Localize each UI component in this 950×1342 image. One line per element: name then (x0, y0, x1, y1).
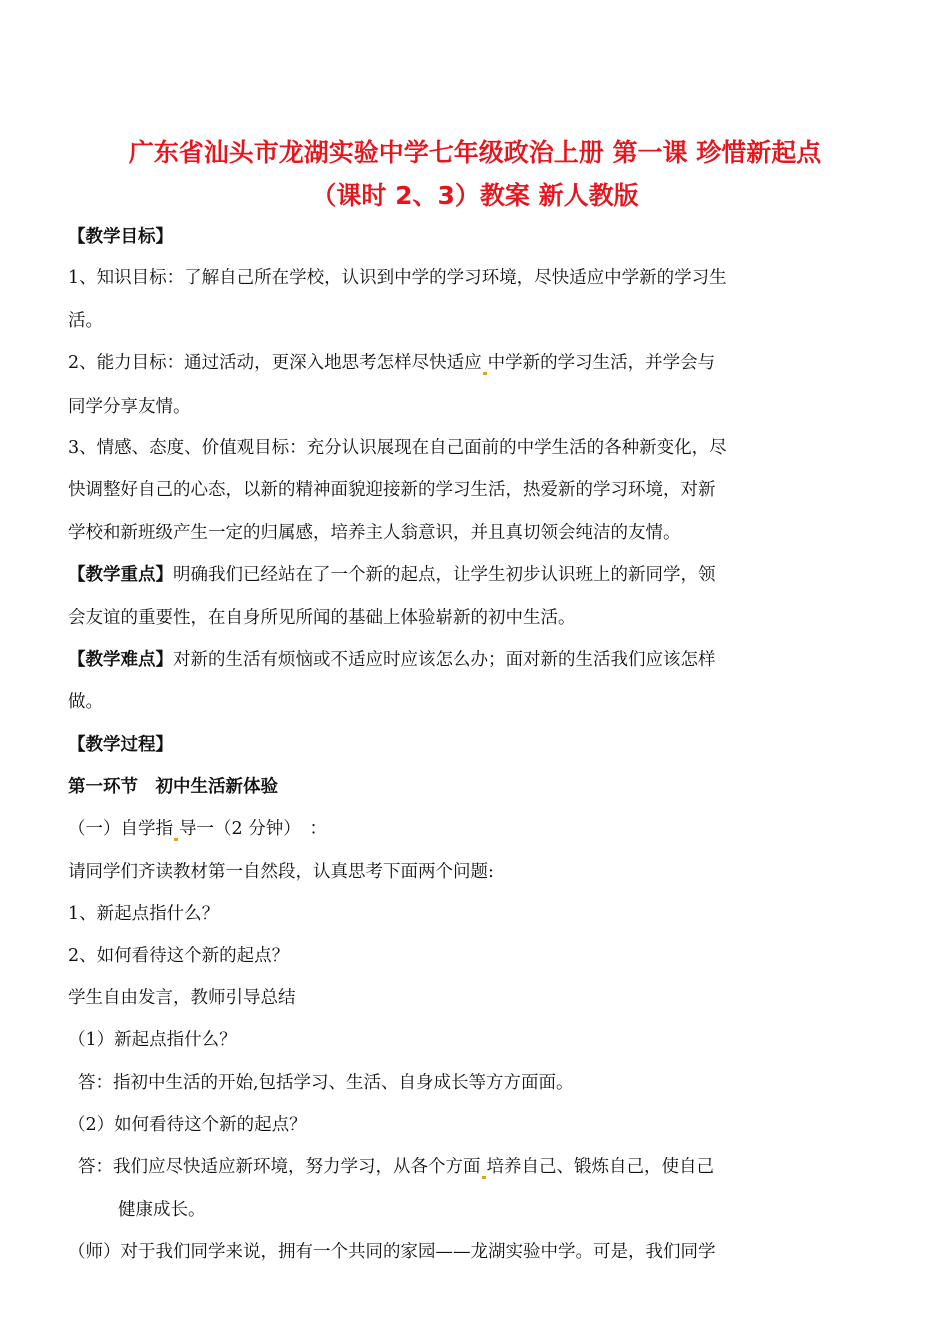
answer-2-line-1 (78, 1155, 714, 1179)
difficulties-line-1 (68, 648, 716, 672)
difficulties-text: 对新的生活有烦恼或不适应时应该怎么办；面对新的生活我们应该怎样 (173, 650, 716, 670)
objectives-heading: 【教学目标】 (68, 227, 173, 247)
objective-3-line-1: 3、情感、态度、价值观目标：充分认识展现在自己面前的中学生活的各种新变化，尽 (68, 438, 727, 458)
objective-2-line-2: 同学分享友情。 (68, 397, 191, 417)
document-title-line-2: （课时 2、3）教案 新人教版 (311, 181, 639, 210)
key-points-label: 【教学重点】 (68, 565, 173, 585)
answer-2-text-end: 培养自己、锻炼自己，使自己 (486, 1157, 714, 1177)
difficulties-label: 【教学难点】 (68, 650, 173, 670)
guide-text-start: （一）自学指 (68, 819, 173, 839)
section-1-heading: 第一环节 初中生活新体验 (68, 777, 278, 797)
objective-2-line-1 (68, 351, 715, 375)
document-title-line-1: 广东省汕头市龙湖实验中学七年级政治上册 第一课 珍惜新起点 (128, 138, 822, 167)
key-points-text: 明确我们已经站在了一个新的起点，让学生初步认识班上的新同学，领 (173, 565, 716, 585)
instruction-line: 请同学们齐读教材第一自然段，认真思考下面两个问题: (68, 862, 494, 882)
scan-artifact-mark (483, 372, 487, 375)
question-2: 2、如何看待这个新的起点？ (68, 946, 290, 966)
teacher-remark: （师）对于我们同学来说，拥有一个共同的家园——龙湖实验中学。可是，我们同学 (68, 1242, 716, 1262)
key-points-line-1 (68, 563, 716, 587)
answer-1-text: 答：指初中生活的开始,包括学习、生活、自身成长等方方面面。 (78, 1073, 574, 1093)
objective-3-line-2: 快调整好自己的心态，以新的精神面貌迎接新的学习生活，热爱新的学习环境，对新 (68, 480, 716, 500)
objective-3-line-3: 学校和新班级产生一定的归属感，培养主人翁意识，并且真切领会纯洁的友情。 (68, 523, 681, 543)
objective-2-text-end: 中学新的学习生活，并学会与 (487, 353, 716, 373)
objective-2-text-start: 2、能力目标：通过活动，更深入地思考怎样尽快适应 (68, 353, 482, 373)
summary-line: 学生自由发言，教师引导总结 (68, 988, 296, 1008)
question-1: 1、新起点指什么？ (68, 904, 220, 924)
answer-2-line-2: 健康成长。 (118, 1200, 206, 1220)
answer-2-text-start: 答：我们应尽快适应新环境，努力学习，从各个方面 (78, 1157, 481, 1177)
objective-1-line-1: 1、知识目标：了解自己所在学校，认识到中学的学习环境，尽快适应中学新的学习生 (68, 268, 727, 288)
process-heading: 【教学过程】 (68, 735, 173, 755)
objective-1-line-2: 活。 (68, 311, 103, 331)
answer-2-question: （2）如何看待这个新的起点？ (68, 1115, 307, 1135)
key-points-line-2: 会友谊的重要性，在自身所见所闻的基础上体验崭新的初中生活。 (68, 608, 576, 628)
guide-text-end: 导一（2 分钟） ： (179, 819, 327, 839)
guide-line (68, 817, 327, 841)
answer-1-question: （1）新起点指什么？ (68, 1030, 237, 1050)
scan-artifact-mark (482, 1176, 486, 1179)
difficulties-line-2: 做。 (68, 692, 103, 712)
scan-artifact-mark (174, 838, 178, 841)
